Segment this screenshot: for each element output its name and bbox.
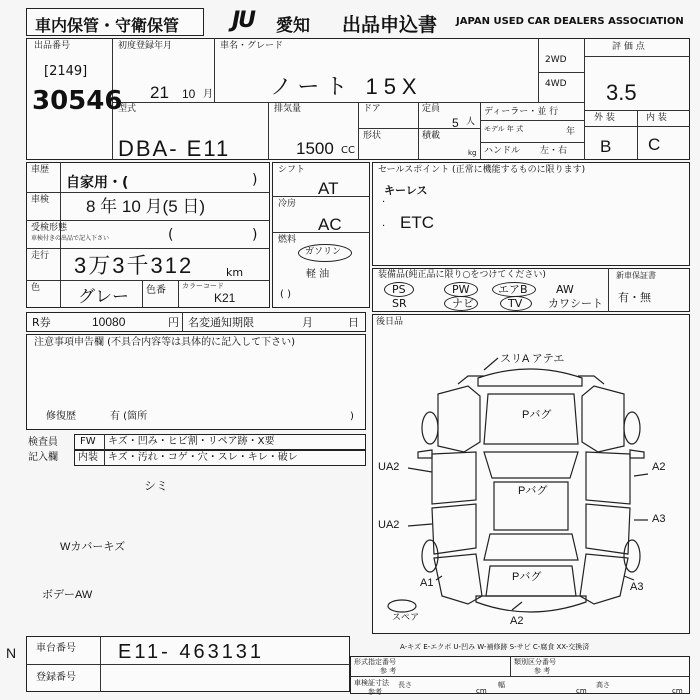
inspector-label2: 記入欄	[28, 452, 58, 463]
dims-ref: 参考	[368, 688, 382, 696]
displacement-unit: CC	[341, 145, 355, 156]
spare-label: スペア	[392, 613, 420, 623]
sales-point-dot2: .	[382, 218, 386, 229]
inspector-comment-1: シミ	[144, 479, 169, 493]
warranty-value: 有・無	[618, 291, 651, 304]
category-ref: 参 考	[534, 667, 551, 675]
front-right-fender-shape	[582, 386, 624, 452]
dealer-label: ディーラー・並 行	[484, 107, 559, 117]
height-label: 高さ	[596, 681, 610, 689]
receive-close: )	[252, 227, 258, 243]
car-name-label: 車名・グレード	[220, 41, 284, 51]
diagram-roof-note: Pバグ	[518, 485, 548, 497]
front-right-wheel-shape	[624, 412, 640, 444]
diagram-right-a3: A3	[652, 513, 666, 525]
notes-label: 注意事項申告欄 (不具合内容等は具体的に記入して下さい)	[34, 337, 295, 348]
equipment-ps: PS	[392, 283, 406, 296]
year-unit: 年	[566, 127, 576, 137]
color-no-label: 色番	[146, 285, 166, 296]
length-label: 長さ	[398, 681, 412, 689]
inspection-label: 車検	[31, 195, 50, 205]
inspector-row2-head: 内装	[78, 452, 98, 463]
form-title: 出品申込書	[342, 14, 438, 36]
history-close: )	[252, 172, 258, 188]
history-value: 自家用・(	[66, 175, 129, 191]
inspector-comment-3: ボデーAW	[42, 589, 93, 601]
reg-number-label: 登録番号	[36, 672, 76, 683]
front-bumper-shape	[478, 369, 582, 386]
repair-value: 有 (箇所	[110, 411, 148, 422]
color-value: グレー	[78, 287, 129, 306]
equipment-seat: カワシート	[548, 297, 603, 310]
shift-value: AT	[318, 179, 339, 198]
equipment-navi: ナビ	[452, 297, 474, 310]
color-label: 色	[31, 283, 41, 293]
capacity-unit: 人	[466, 117, 476, 127]
history-label: 車歴	[31, 165, 50, 175]
interior-label: 内 装	[646, 113, 667, 123]
equipment-aw: AW	[556, 283, 574, 296]
circle-airbag	[492, 282, 536, 297]
length-unit: cm	[476, 687, 487, 695]
ac-value: AC	[318, 215, 342, 234]
form-ref: 参 考	[380, 667, 397, 675]
inspector-row2-items: キズ・汚れ・コゲ・穴・スレ・キレ・破レ	[108, 452, 298, 463]
deadline-month: 月	[302, 316, 313, 329]
deadline-day: 日	[348, 316, 359, 329]
lot-label: 出品番号	[34, 41, 71, 51]
front-left-fender-shape	[438, 386, 480, 452]
dims-label: 車検証寸法	[354, 679, 389, 687]
shift-label: シフト	[278, 165, 306, 175]
receive-sub: 車検付きの出品で記入下さい	[31, 235, 110, 242]
model-label: 型式	[118, 104, 137, 114]
rear-left-quarter-shape	[434, 554, 482, 604]
ac-label: 冷房	[278, 199, 297, 209]
shape-label: 形状	[363, 131, 382, 141]
rear-right-door-shape	[586, 504, 630, 554]
equipment-sr: SR	[392, 297, 407, 310]
fuel-gas: ガソリン	[305, 247, 342, 257]
recycle-unit: 円	[168, 316, 179, 329]
diagram-rear-note: Pバグ	[512, 571, 542, 583]
circle-tv	[500, 296, 532, 311]
fuel-label: 燃料	[278, 235, 297, 245]
diagram-hood-note: Pバグ	[522, 409, 552, 421]
repair-label: 修復歴	[46, 411, 76, 422]
mileage-label: 走行	[31, 251, 50, 261]
circle-pw	[444, 282, 478, 297]
load-unit: kg	[468, 149, 477, 157]
drive-2wd: 2WD	[545, 55, 567, 65]
diagram-bottom-a2: A2	[510, 615, 524, 627]
color-code-value: K21	[214, 291, 236, 305]
model-year-label: モデル 年 式	[484, 125, 524, 133]
drive-4wd: 4WD	[545, 79, 567, 89]
circle-navi	[444, 296, 478, 311]
exterior-label: 外 装	[594, 113, 615, 123]
repair-close: )	[350, 411, 354, 422]
inspector-row1-items: キズ・凹み・ヒビ割・リペア跡・X要	[108, 436, 275, 447]
chassis-label: 車台番号	[36, 643, 76, 654]
inspector-row1-head: FW	[80, 436, 96, 447]
score-label: 評 価 点	[612, 42, 645, 52]
front-left-door-shape	[432, 452, 476, 504]
width-unit: cm	[576, 687, 587, 695]
chassis-value: E11- 463131	[118, 641, 265, 663]
lot-number: 30546	[32, 86, 123, 116]
receive-open: (	[168, 227, 174, 243]
equipment-pw: PW	[452, 283, 470, 296]
interior-grade: C	[648, 135, 661, 154]
auction-sheet: 車内保管・守衛保管 JU 愛知 出品申込書 JAPAN USED CAR DEALERS ASSOCIATION 出品番号 [2149] 30546 初度登録年月 21 10 月 車名・グレード ノート 15X 2WD 4WD 評 価 点 3.5 外 装 内 装 B C 型式 DBA- E11 排気量 1500 CC ドア 形状 定員 5 人 積載 kg ディーラー・並 行 モデル 年 式 年 ハンドル 左・右 車歴 自家用・( ) 車検 8 年 10 月(5 日) 受検形態 車検付きの出品で記入下さい ( ) 走行 3万3千312 km 色 グレー 色番 カラーコード K21 シフト AT 冷房 AC 燃料 ガソリン 軽 油 ( ) セールスポイント (正常に機能するものに限ります) キーレス . ETC . 装備品(純正品に限り○をつけてください) PS PW エアB AW SR ナビ TV カワシート 新車保証書 有・無 R券 10080 円 名変通知期限 月 日 後日品 注意事項申告欄 (不具合内容等は具体的に記入して下さい) 修復歴 有 (箇所 ) 検査員 記入欄 FW キズ・凹み・ヒビ割・リペア跡・X要 内装 キズ・汚れ・コゲ・穴・スレ・キレ・破レ シミ Wカバーキズ ボデーAW スリA アテエ Pバグ Pバグ Pバグ UA2 UA2 A2 A3 A1 A2 A3 スペア A-キズ E-エクボ U-凹み W-補修跡 S-サビ C-腐食 XX-交換済 車台番号 E11- 463131 登録番号 N 形式指定番号 参 考 類別区分番号 参 考 車検証寸法 参考 長さ cm 幅 cm 高さ cm	[0, 0, 700, 700]
height-unit: cm	[672, 687, 683, 695]
association-name: JAPAN USED CAR DEALERS ASSOCIATION	[456, 16, 684, 27]
inspector-comment-2: Wカバーキズ	[60, 541, 126, 553]
displacement-label: 排気量	[274, 104, 302, 114]
rear-left-door-shape	[432, 504, 476, 554]
equipment-tv: TV	[508, 297, 523, 310]
mileage-value: 3万3千312	[74, 253, 194, 278]
diagram-right-low-a3: A3	[630, 581, 644, 593]
car-name-value: ノート 15X	[270, 74, 423, 99]
handle-options: 左・右	[540, 146, 568, 156]
handle-label: ハンドル	[484, 146, 521, 156]
capacity-value: 5	[452, 116, 459, 130]
margin-mark: N	[6, 645, 17, 661]
fuel-other: ( )	[280, 289, 291, 300]
sales-point-label: セールスポイント (正常に機能するものに限ります)	[378, 165, 586, 175]
lot-sub: [2149]	[44, 64, 88, 79]
notes-box	[26, 334, 366, 430]
rear-left-wheel-shape	[422, 540, 438, 572]
spare-tire-shape	[388, 600, 416, 612]
equipment-label: 装備品(純正品に限り○をつけてください)	[378, 270, 546, 280]
inspection-value: 8 年 10 月(5 日)	[86, 197, 206, 216]
rear-bumper-shape	[476, 596, 586, 612]
warranty-label: 新車保証書	[616, 271, 656, 280]
right-mirror-shape	[630, 450, 644, 458]
score-value: 3.5	[606, 80, 637, 105]
diagram-right-a2: A2	[652, 461, 666, 473]
circle-ps	[384, 282, 414, 297]
door-label: ドア	[363, 104, 381, 114]
org-name: 愛知	[276, 16, 310, 36]
inspector-label1: 検査員	[28, 437, 58, 448]
registration-month: 10	[182, 87, 196, 101]
capacity-label: 定員	[422, 104, 441, 114]
rear-right-quarter-shape	[580, 554, 628, 604]
damage-legend: A-キズ E-エクボ U-凹み W-補修跡 S-サビ C-腐食 XX-交換済	[400, 643, 590, 651]
sales-point-item2: ETC	[400, 213, 434, 232]
registration-year: 21	[150, 83, 169, 102]
diagram-left-a2: UA2	[378, 461, 400, 473]
width-label: 幅	[498, 681, 505, 689]
fuel-diesel: 軽 油	[306, 269, 330, 280]
mileage-unit: km	[226, 266, 244, 279]
front-right-door-shape	[586, 452, 630, 504]
registration-month-unit: 月	[203, 89, 213, 100]
form-label: 形式指定番号	[354, 658, 396, 666]
storage-title: 車内保管・守衛保管	[35, 16, 180, 35]
left-mirror-shape	[418, 450, 432, 458]
diagram-left-ua2: UA2	[378, 519, 400, 531]
color-code-label: カラーコード	[182, 282, 224, 290]
recycle-value: 10080	[92, 315, 126, 329]
ju-logo: JU	[232, 8, 255, 33]
sales-point-dot1: .	[382, 194, 386, 205]
windshield-shape	[484, 452, 578, 478]
displacement-value: 1500	[296, 139, 334, 158]
storage-title-box	[26, 8, 204, 36]
exterior-grade: B	[600, 137, 612, 156]
equipment-airbag: エアB	[498, 283, 528, 296]
rear-right-wheel-shape	[624, 540, 640, 572]
front-left-wheel-shape	[422, 412, 438, 444]
recycle-label: R券	[32, 316, 51, 329]
model-value: DBA- E11	[118, 136, 231, 161]
registration-label: 初度登録年月	[118, 41, 173, 51]
receive-label: 受検形態	[31, 223, 68, 233]
diagram-top-note: スリA アテエ	[500, 353, 565, 365]
diagram-left-a1: A1	[420, 577, 434, 589]
category-label: 類別区分番号	[514, 658, 556, 666]
load-label: 積載	[422, 131, 441, 141]
deadline-label: 名変通知期限	[188, 316, 254, 329]
later-items-label: 後日品	[376, 317, 404, 327]
rear-window-shape	[484, 534, 578, 560]
